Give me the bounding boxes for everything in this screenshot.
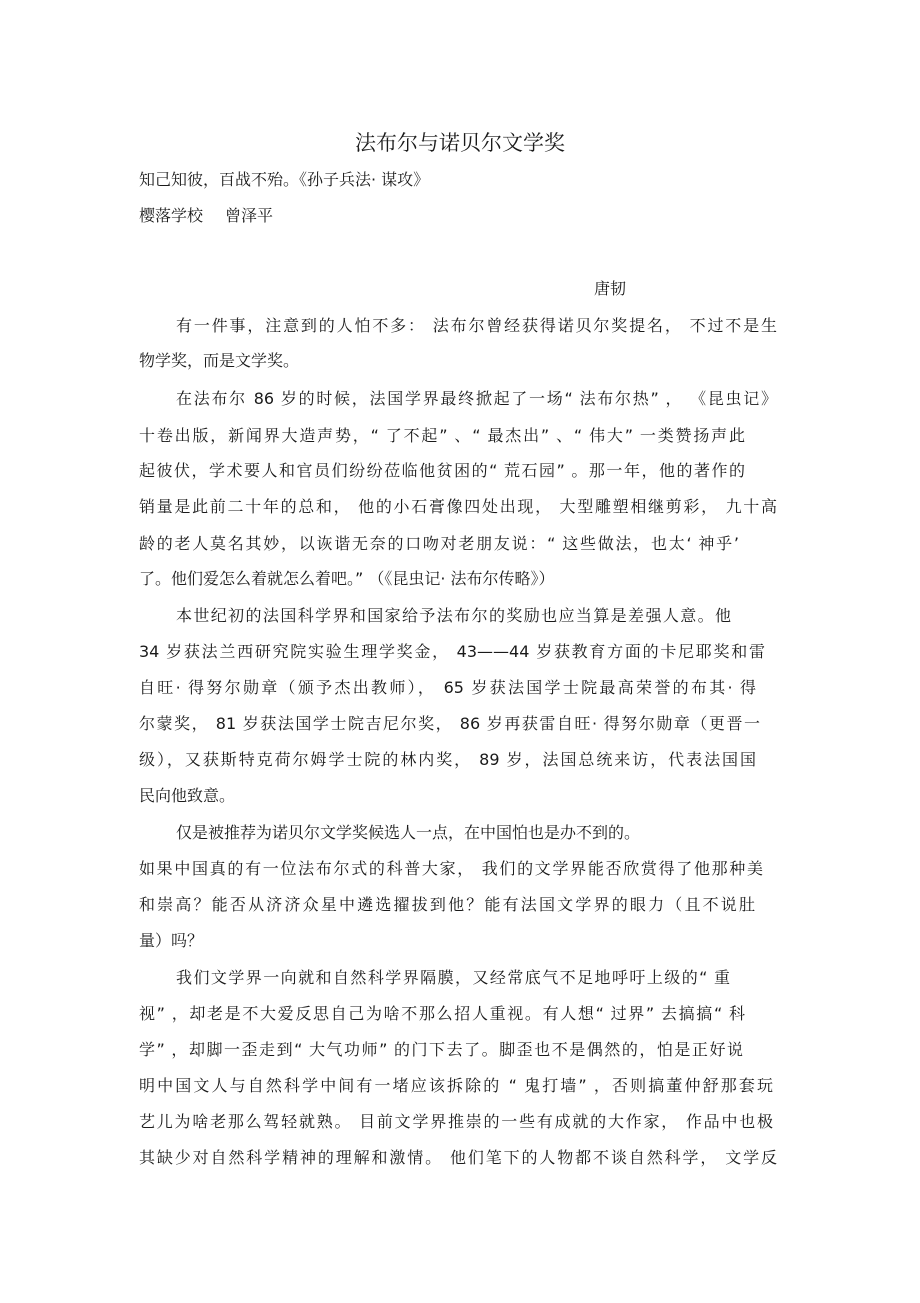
text-line: 龄的老人莫名其妙，以诙谐无奈的口吻对老朋友说：“ 这些做法，也太‘ 神乎’	[139, 534, 739, 553]
text-line: 学” ，却脚一歪走到“ 大气功师” 的门下去了。脚歪也不是偶然的，怕是正好说	[139, 1040, 743, 1059]
text-line: 销量是此前二十年的总和， 他的小石膏像四处出现， 大型雕塑相继剪彩， 九十高	[139, 497, 777, 516]
school-name: 樱落学校	[139, 206, 204, 225]
text-line: 艺儿为啥老那么驾轻就熟。 目前文学界推崇的一些有成就的大作家， 作品中也极	[139, 1112, 773, 1131]
author-name: 唐韧	[594, 279, 627, 298]
text-line: 民向他致意。	[139, 786, 236, 805]
text-line: 如果中国真的有一位法布尔式的科普大家， 我们的文学界能否欣赏得了他那种美	[139, 859, 763, 878]
text-line: 仅是被推荐为诺贝尔文学奖候选人一点，在中国怕也是办不到的。	[176, 823, 641, 842]
text-line: 自旺· 得努尔勋章（颁予杰出教师）， 65 岁获法国学士院最高荣誉的布其· 得	[139, 678, 756, 697]
epigraph: 知己知彼，百战不殆。《孙子兵法· 谋攻》	[139, 170, 430, 189]
text-line: 十卷出版，新闻界大造声势，“ 了不起” 、“ 最杰出” 、“ 伟大” 一类赞扬声此	[139, 426, 745, 445]
byline	[139, 204, 273, 228]
text-line: 明中国文人与自然科学中间有一堵应该拆除的 “ 鬼打墙” ，否则搞董仲舒那套玩	[139, 1076, 773, 1095]
text-line: 在法布尔 86 岁的时候，法国学界最终掀起了一场“ 法布尔热” ， 《昆虫记》	[176, 389, 777, 408]
text-line: 了。他们爱怎么着就怎么着吧。” （《昆虫记· 法布尔传略》）	[139, 569, 555, 588]
text-line: 本世纪初的法国科学界和国家给予法布尔的奖励也应当算是差强人意。他	[176, 606, 731, 625]
text-line: 量）吗？	[139, 931, 204, 950]
text-line: 和崇高？能否从济济众星中遴选擢拔到他？能有法国文学界的眼力（且不说肚	[139, 895, 755, 914]
text-line: 其缺少对自然科学精神的理解和激情。 他们笔下的人物都不谈自然科学， 文学反	[139, 1148, 777, 1167]
text-line: 起彼伏，学术要人和官员们纷纷莅临他贫困的“ 荒石园” 。那一年，他的著作的	[139, 461, 745, 480]
teacher-name: 曾泽平	[225, 206, 274, 225]
article-title: 法布尔与诺贝尔文学奖	[355, 131, 565, 155]
text-line: 视” ，却老是不大爱反思自己为啥不那么招人重视。有人想“ 过界” 去搞搞“ 科	[139, 1004, 745, 1023]
text-line: 物学奖，而是文学奖。	[139, 351, 300, 370]
text-line: 34 岁获法兰西研究院实验生理学奖金， 43——44 岁获教育方面的卡尼耶奖和雷	[139, 642, 765, 661]
text-line: 尔蒙奖， 81 岁获法国学士院吉尼尔奖， 86 岁再获雷自旺· 得努尔勋章（更晋一	[139, 714, 760, 733]
text-line: 有一件事，注意到的人怕不多： 法布尔曾经获得诺贝尔奖提名， 不过不是生	[176, 316, 777, 335]
text-line: 级），又获斯特克荷尔姆学士院的林内奖， 89 岁，法国总统来访，代表法国国	[139, 750, 756, 769]
text-line: 我们文学界一向就和自然科学界隔膜，又经常底气不足地呼吁上级的“ 重	[176, 968, 730, 987]
